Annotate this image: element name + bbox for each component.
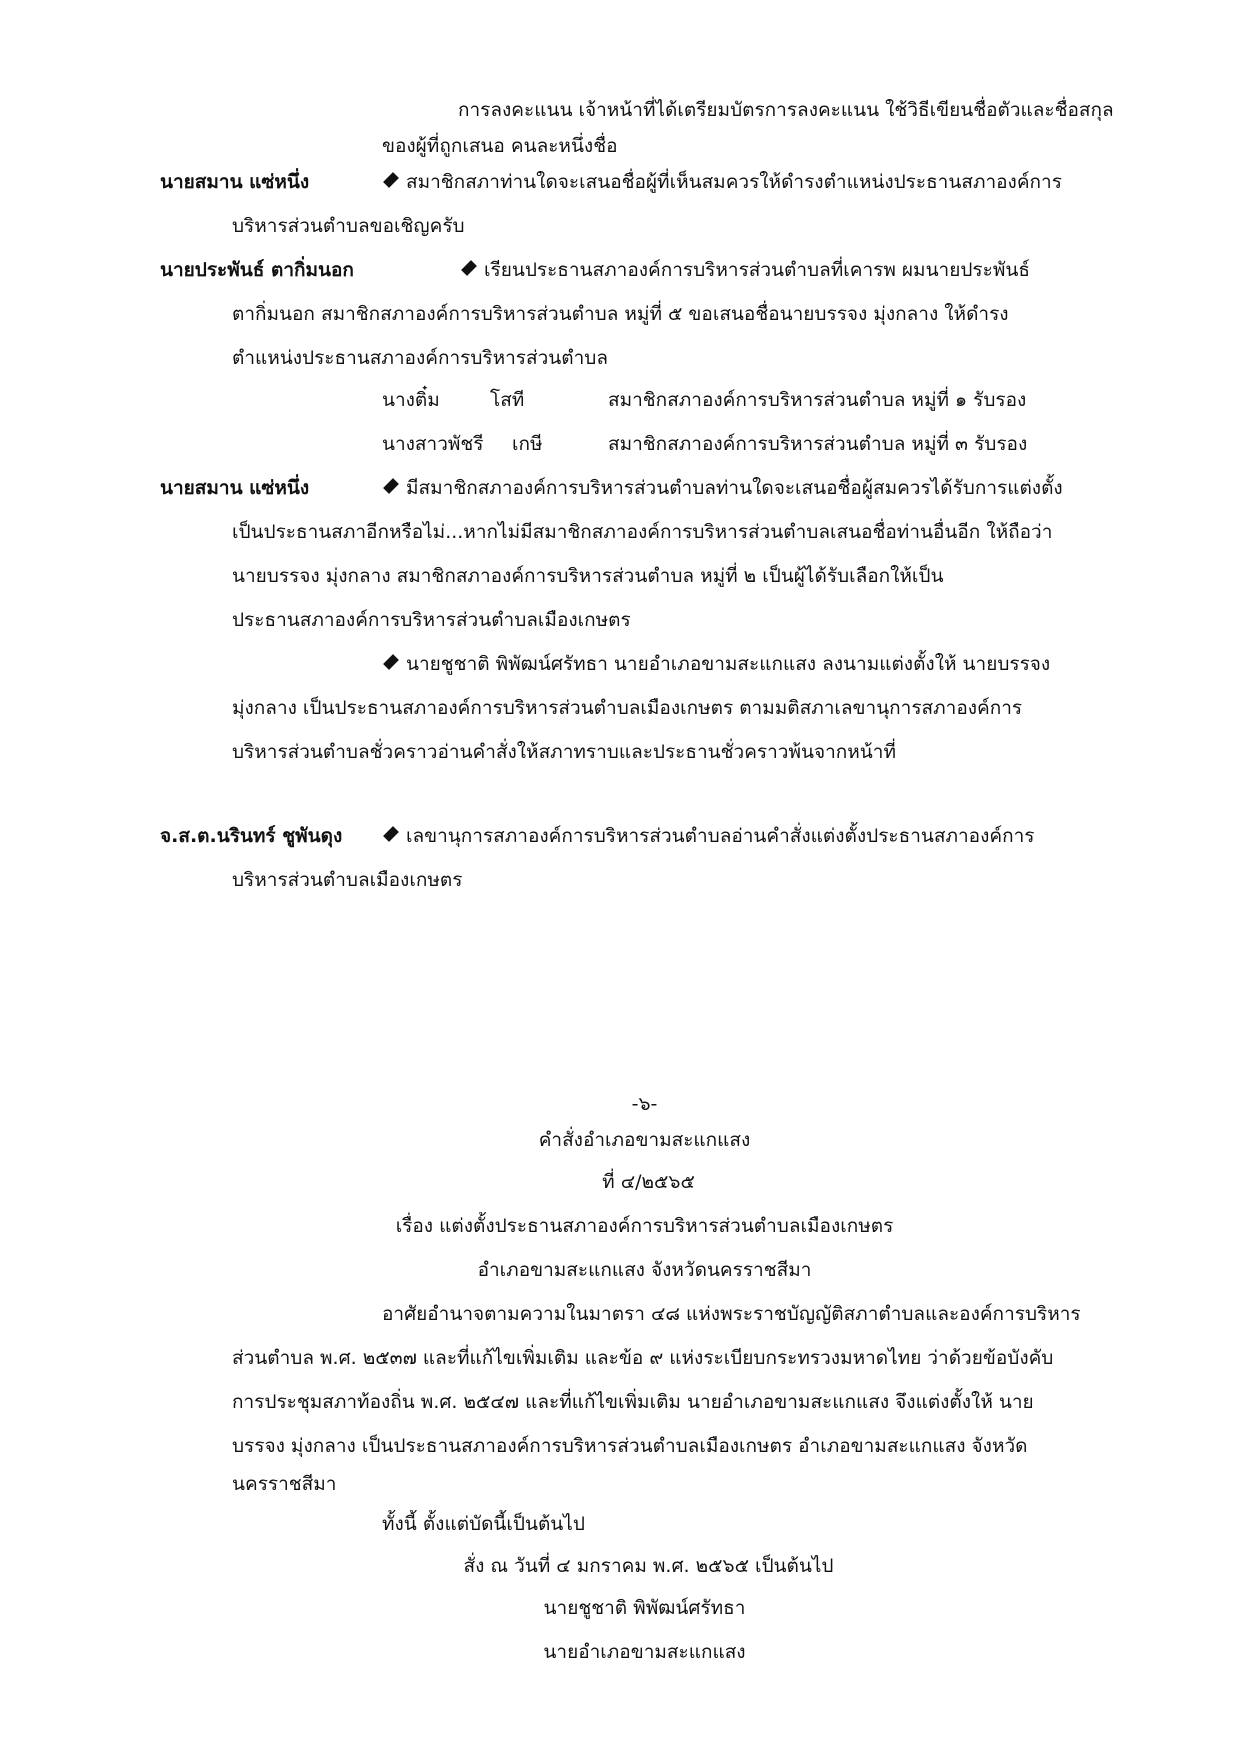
diamond-bullet-icon [383, 826, 399, 842]
order-date: สั่ง ณ วันที่ ๔ มกราคม พ.ศ. ๒๕๖๕ เป็นต้นไป [463, 1555, 834, 1577]
speech-line: มีสมาชิกสภาองค์การบริหารส่วนตำบลท่านใดจะเสนอชื่อผู้สมควรได้รับการแต่งตั้ง [382, 474, 1063, 502]
order-body-line: นครราชสีมา [232, 1473, 337, 1495]
speech-line: เรียนประธานสภาองค์การบริหารส่วนตำบลที่เคารพ ผมนายประพันธ์ [460, 256, 1030, 284]
speech-line: บริหารส่วนตำบลชั่วคราวอ่านคำสั่งให้สภาทราบและประธานชั่วคราวพ้นจากหน้าที่ [232, 741, 896, 763]
speech-line: บริหารส่วนตำบลขอเชิญครับ [232, 215, 465, 237]
diamond-bullet-icon [383, 478, 399, 494]
diamond-bullet-icon [383, 654, 399, 670]
seconder-role: สมาชิกสภาองค์การบริหารส่วนตำบล หมู่ที่ ๑ รับรอง [608, 389, 1027, 411]
speech-line: เป็นประธานสภาอีกหรือไม่...หากไม่มีสมาชิกสภาองค์การบริหารส่วนตำบลเสนอชื่อท่านอื่นอีก ให้ถือว่า [232, 521, 1053, 543]
speaker-name: นายสมาน แซ่หนึ่ง [160, 171, 310, 193]
voting-method-line-1: การลงคะแนน เจ้าหน้าที่ได้เตรียมบัตรการลงคะแนน ใช้วิธีเขียนชื่อตัวและชื่อสกุล [458, 99, 1114, 121]
order-effective: ทั้งนี้ ตั้งแต่บัดนี้เป็นต้นไป [382, 1513, 585, 1535]
speech-line: นายบรรจง มุ่งกลาง สมาชิกสภาองค์การบริหารส่วนตำบล หมู่ที่ ๒ เป็นผู้ได้รับเลือกให้เป็น [232, 565, 944, 587]
order-subject: เรื่อง แต่งตั้งประธานสภาองค์การบริหารส่วนตำบลเมืองเกษตร [395, 1215, 894, 1237]
order-location: อำเภอขามสะแกแสง จังหวัดนครราชสีมา [477, 1259, 812, 1281]
speech-line: สมาชิกสภาท่านใดจะเสนอชื่อผู้ที่เห็นสมควรให้ดำรงตำแหน่งประธานสภาองค์การ [382, 168, 1062, 196]
speech-line: นายชูชาติ พิพัฒน์ศรัทธา นายอำเภอขามสะแกแสง ลงนามแต่งตั้งให้ นายบรรจง [382, 650, 1050, 678]
speech-line: ประธานสภาองค์การบริหารส่วนตำบลเมืองเกษตร [232, 609, 631, 631]
page-number: -๖- [631, 1093, 658, 1115]
order-number: ที่ ๔/๒๕๖๕ [602, 1171, 695, 1193]
voting-method-line-2: ของผู้ที่ถูกเสนอ คนละหนึ่งชื่อ [382, 135, 618, 157]
speaker-name: จ.ส.ต.นรินทร์ ชูพันดุง [160, 825, 343, 847]
signer-name: นายชูชาติ พิพัฒน์ศรัทธา [543, 1597, 746, 1619]
seconder-surname: เกษี [512, 433, 543, 455]
order-issuer: คำสั่งอำเภอขามสะแกแสง [538, 1129, 751, 1151]
diamond-bullet-icon [383, 172, 399, 188]
speech-line: ตากิ่มนอก สมาชิกสภาองค์การบริหารส่วนตำบล หมู่ที่ ๕ ขอเสนอชื่อนายบรรจง มุ่งกลาง ให้ดำรง [232, 303, 1009, 325]
speech-line: บริหารส่วนตำบลเมืองเกษตร [232, 869, 463, 891]
order-body-line: การประชุมสภาท้องถิ่น พ.ศ. ๒๕๔๗ และที่แก้ไขเพิ่มเติม นายอำเภอขามสะแกแสง จึงแต่งตั้งให้ นาย [232, 1391, 1034, 1413]
diamond-bullet-icon [461, 260, 477, 276]
seconder-surname: โสที [490, 389, 525, 411]
speech-line: มุ่งกลาง เป็นประธานสภาองค์การบริหารส่วนตำบลเมืองเกษตร ตามมติสภาเลขานุการสภาองค์การ [232, 697, 1023, 719]
order-body-line: บรรจง มุ่งกลาง เป็นประธานสภาองค์การบริหารส่วนตำบลเมืองเกษตร อำเภอขามสะแกแสง จังหวัด [232, 1435, 1028, 1457]
speech-line: เลขานุการสภาองค์การบริหารส่วนตำบลอ่านคำสั่งแต่งตั้งประธานสภาองค์การ [382, 822, 1034, 850]
speaker-name: นายประพันธ์ ตากิ่มนอก [160, 259, 354, 281]
speech-line: ตำแหน่งประธานสภาองค์การบริหารส่วนตำบล [232, 347, 608, 369]
seconder-name: นางติ๋ม [382, 389, 440, 411]
order-body-line: อาศัยอำนาจตามความในมาตรา ๔๘ แห่งพระราชบัญญัติสภาตำบลและองค์การบริหาร [382, 1303, 1081, 1325]
signer-title: นายอำเภอขามสะแกแสง [543, 1641, 746, 1663]
seconder-name: นางสาวพัชรี [382, 433, 484, 455]
seconder-role: สมาชิกสภาองค์การบริหารส่วนตำบล หมู่ที่ ๓ รับรอง [608, 433, 1028, 455]
order-body-line: ส่วนตำบล พ.ศ. ๒๕๓๗ และที่แก้ไขเพิ่มเติม และข้อ ๙ แห่งระเบียบกระทรวงมหาดไทย ว่าด้วยข้อบังคับ [232, 1347, 1054, 1369]
speaker-name: นายสมาน แซ่หนึ่ง [160, 477, 310, 499]
